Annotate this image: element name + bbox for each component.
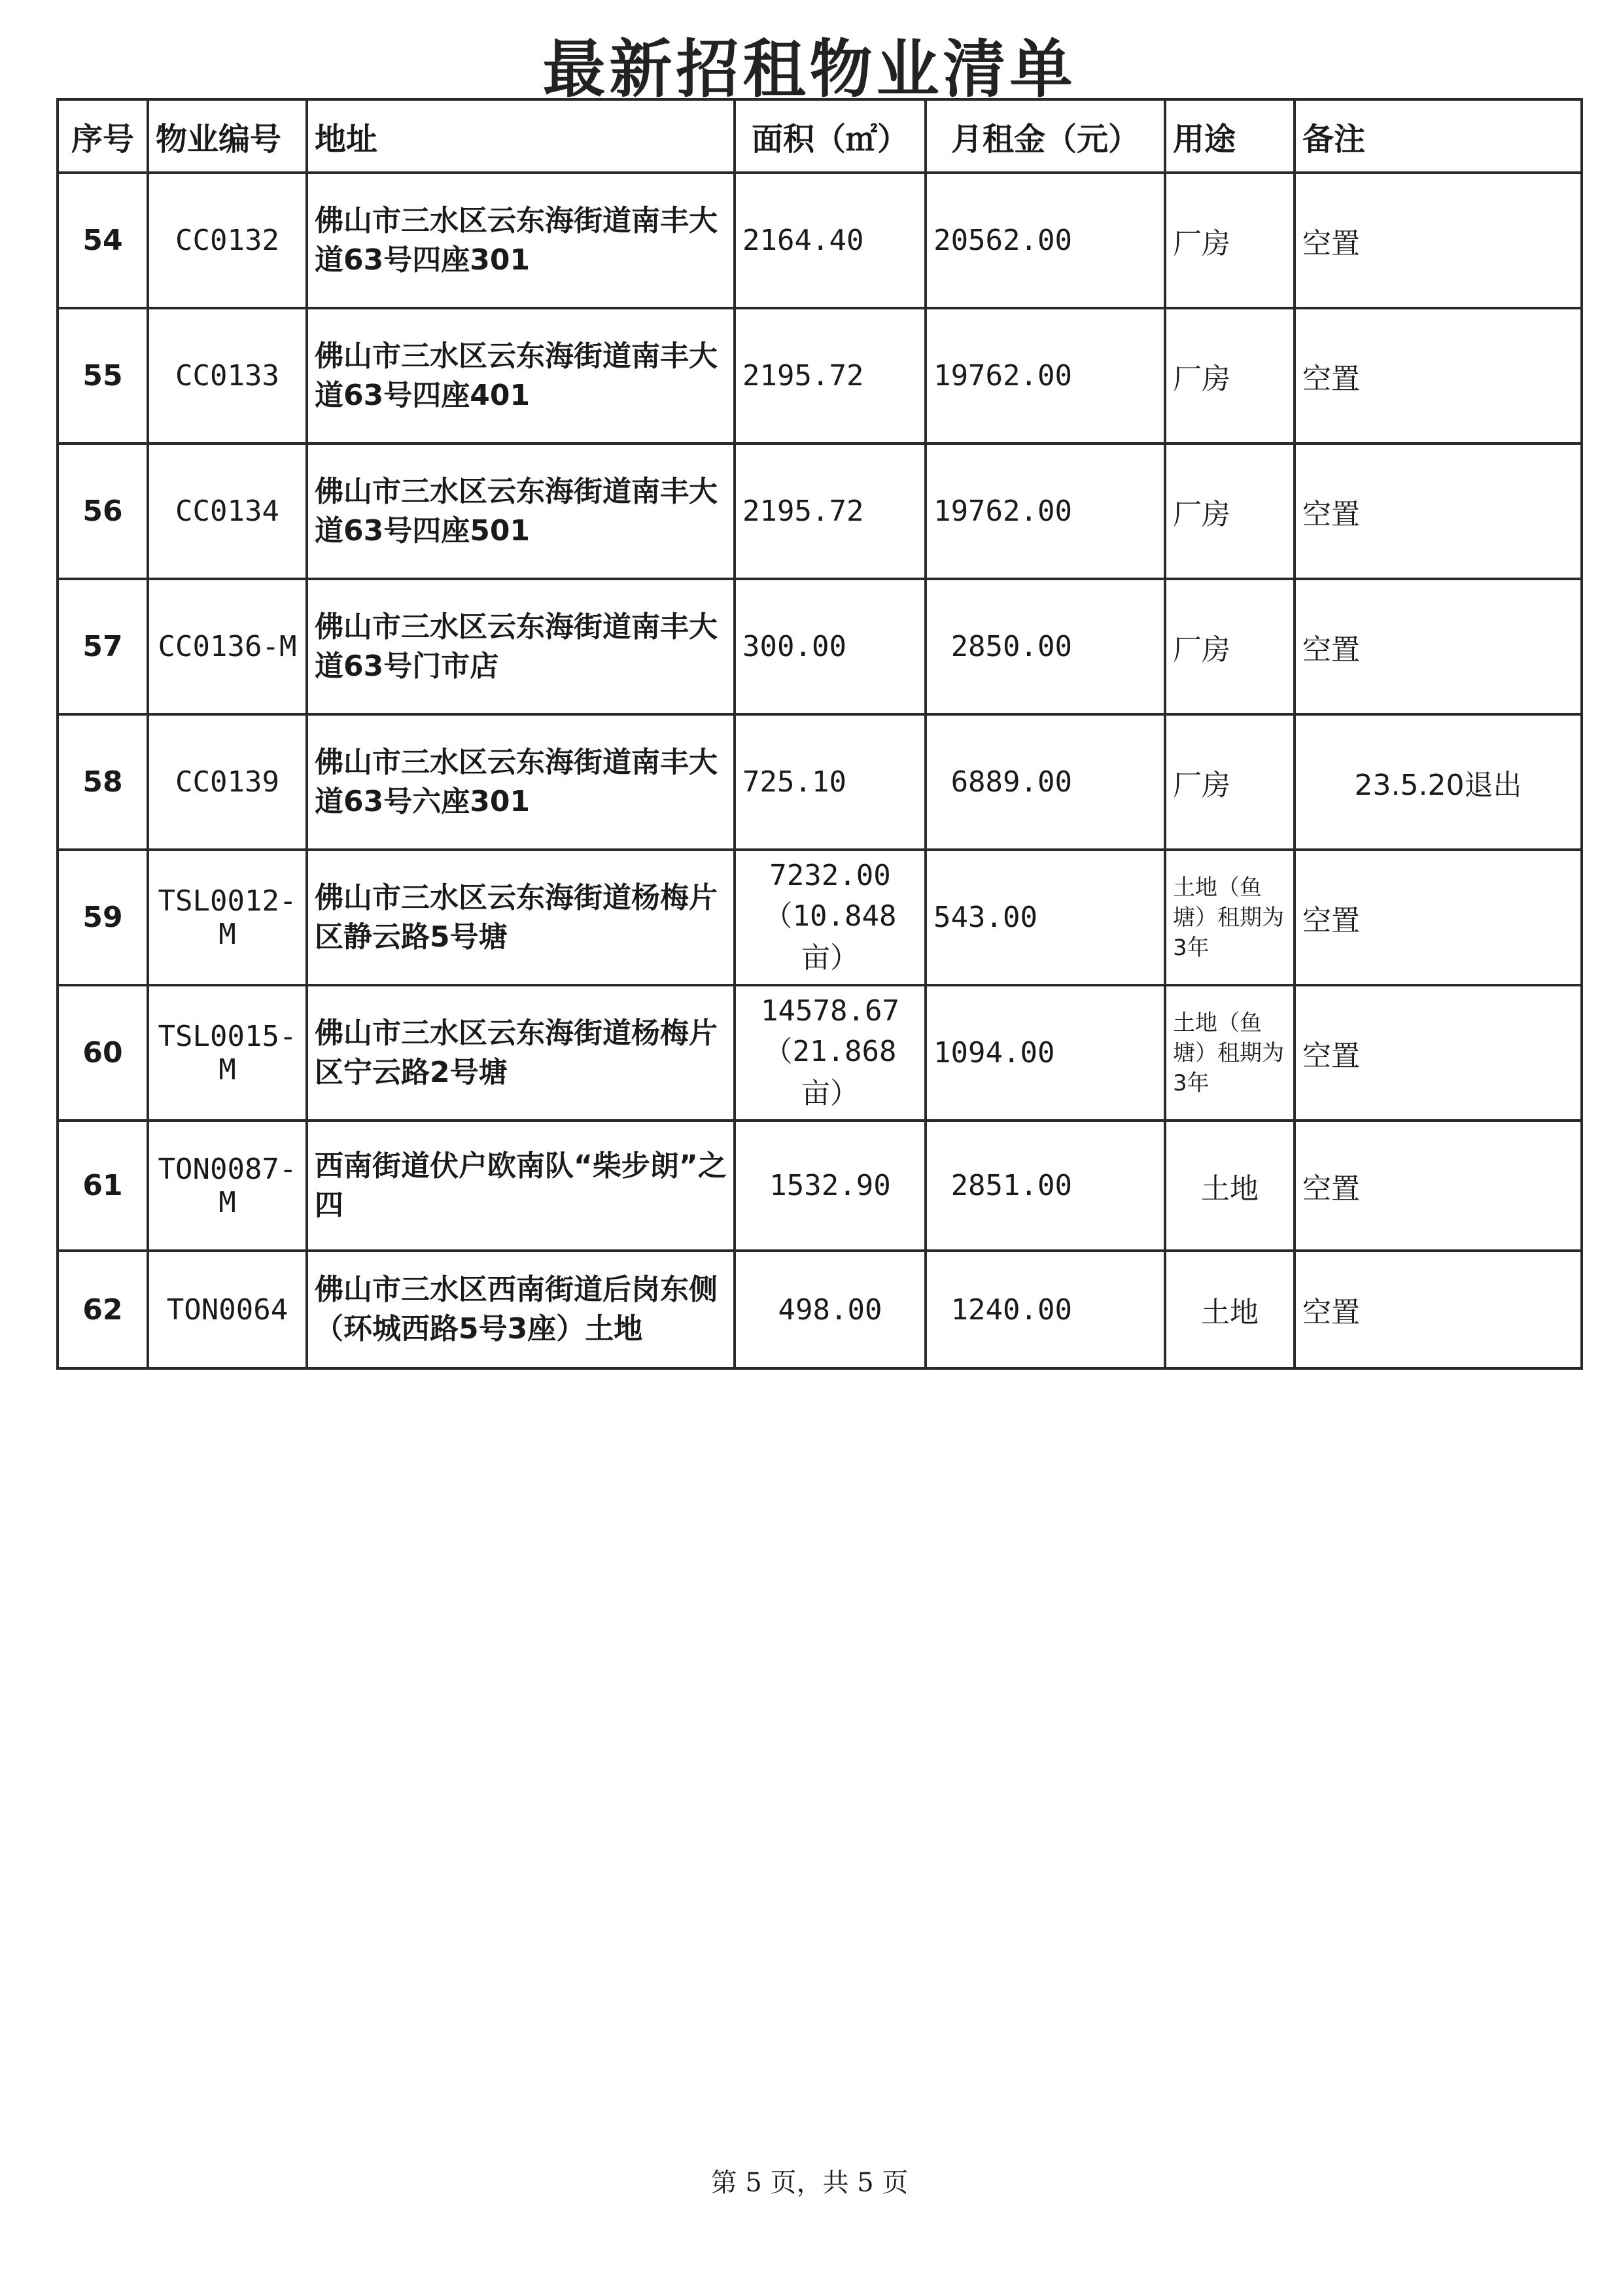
cell-code: TSL0015-M bbox=[148, 985, 307, 1121]
cell-rent: 1240.00 bbox=[926, 1251, 1165, 1368]
cell-rent: 6889.00 bbox=[926, 714, 1165, 850]
cell-seq: 60 bbox=[58, 985, 148, 1121]
cell-use: 厂房 bbox=[1165, 173, 1295, 308]
cell-note: 空置 bbox=[1295, 1251, 1582, 1368]
cell-address: 佛山市三水区云东海街道南丰大道63号门市店 bbox=[307, 579, 735, 714]
page-footer: 第 5 页，共 5 页 bbox=[710, 2168, 909, 2198]
cell-code: CC0134 bbox=[148, 444, 307, 579]
cell-note: 空置 bbox=[1295, 1121, 1582, 1251]
cell-rent: 1094.00 bbox=[926, 985, 1165, 1121]
cell-address: 佛山市三水区云东海街道南丰大道63号四座401 bbox=[307, 308, 735, 444]
cell-use: 土地 bbox=[1165, 1251, 1295, 1368]
header-rent: 月租金（元） bbox=[926, 99, 1165, 173]
cell-seq: 54 bbox=[58, 173, 148, 308]
cell-address: 佛山市三水区云东海街道杨梅片区静云路5号塘 bbox=[307, 850, 735, 985]
cell-code: TON0064 bbox=[148, 1251, 307, 1368]
table-row bbox=[58, 1251, 1582, 1368]
cell-seq: 56 bbox=[58, 444, 148, 579]
cell-use: 厂房 bbox=[1165, 714, 1295, 850]
cell-area: 498.00 bbox=[735, 1251, 926, 1368]
cell-rent: 19762.00 bbox=[926, 308, 1165, 444]
page-title: 最新招租物业清单 bbox=[542, 33, 1077, 106]
cell-address: 佛山市三水区云东海街道南丰大道63号四座301 bbox=[307, 173, 735, 308]
header-use: 用途 bbox=[1165, 99, 1295, 173]
cell-note: 23.5.20退出 bbox=[1295, 714, 1582, 850]
header-note: 备注 bbox=[1295, 99, 1582, 173]
cell-note: 空置 bbox=[1295, 579, 1582, 714]
header-address: 地址 bbox=[307, 99, 735, 173]
table-row bbox=[58, 308, 1582, 444]
table-row bbox=[58, 1121, 1582, 1251]
cell-code: CC0136-M bbox=[148, 579, 307, 714]
cell-rent: 20562.00 bbox=[926, 173, 1165, 308]
cell-area: 300.00 bbox=[735, 579, 926, 714]
cell-area: 1532.90 bbox=[735, 1121, 926, 1251]
cell-note: 空置 bbox=[1295, 850, 1582, 985]
table-header-row bbox=[58, 99, 1582, 173]
cell-seq: 59 bbox=[58, 850, 148, 985]
cell-area: 2195.72 bbox=[735, 308, 926, 444]
cell-seq: 58 bbox=[58, 714, 148, 850]
cell-use: 土地（鱼塘）租期为3年 bbox=[1165, 985, 1295, 1121]
table-row bbox=[58, 173, 1582, 308]
cell-seq: 62 bbox=[58, 1251, 148, 1368]
cell-address: 佛山市三水区云东海街道南丰大道63号四座501 bbox=[307, 444, 735, 579]
cell-rent: 2851.00 bbox=[926, 1121, 1165, 1251]
cell-code: TON0087-M bbox=[148, 1121, 307, 1251]
cell-use: 土地 bbox=[1165, 1121, 1295, 1251]
cell-note: 空置 bbox=[1295, 985, 1582, 1121]
header-area: 面积（㎡） bbox=[735, 99, 926, 173]
cell-code: CC0139 bbox=[148, 714, 307, 850]
cell-seq: 55 bbox=[58, 308, 148, 444]
table-row bbox=[58, 579, 1582, 714]
cell-use: 厂房 bbox=[1165, 444, 1295, 579]
cell-address: 西南街道伏户欧南队“柴步朗”之四 bbox=[307, 1121, 735, 1251]
cell-area: 2195.72 bbox=[735, 444, 926, 579]
cell-use: 厂房 bbox=[1165, 308, 1295, 444]
cell-area: 2164.40 bbox=[735, 173, 926, 308]
property-listing-table bbox=[56, 98, 1583, 1370]
cell-address: 佛山市三水区云东海街道南丰大道63号六座301 bbox=[307, 714, 735, 850]
cell-area: 725.10 bbox=[735, 714, 926, 850]
cell-address: 佛山市三水区西南街道后岗东侧（环城西路5号3座）土地 bbox=[307, 1251, 735, 1368]
cell-note: 空置 bbox=[1295, 308, 1582, 444]
cell-note: 空置 bbox=[1295, 173, 1582, 308]
cell-note: 空置 bbox=[1295, 444, 1582, 579]
cell-address: 佛山市三水区云东海街道杨梅片区宁云路2号塘 bbox=[307, 985, 735, 1121]
cell-seq: 57 bbox=[58, 579, 148, 714]
table-row bbox=[58, 714, 1582, 850]
table-row bbox=[58, 850, 1582, 985]
header-code: 物业编号 bbox=[148, 99, 307, 173]
cell-use: 土地（鱼塘）租期为3年 bbox=[1165, 850, 1295, 985]
cell-code: CC0132 bbox=[148, 173, 307, 308]
cell-use: 厂房 bbox=[1165, 579, 1295, 714]
cell-rent: 2850.00 bbox=[926, 579, 1165, 714]
cell-code: TSL0012-M bbox=[148, 850, 307, 985]
cell-rent: 19762.00 bbox=[926, 444, 1165, 579]
cell-seq: 61 bbox=[58, 1121, 148, 1251]
cell-code: CC0133 bbox=[148, 308, 307, 444]
table-row bbox=[58, 985, 1582, 1121]
header-seq: 序号 bbox=[58, 99, 148, 173]
cell-area: 14578.67 （21.868亩） bbox=[735, 985, 926, 1121]
cell-rent: 543.00 bbox=[926, 850, 1165, 985]
cell-area: 7232.00 （10.848亩） bbox=[735, 850, 926, 985]
table-row bbox=[58, 444, 1582, 579]
